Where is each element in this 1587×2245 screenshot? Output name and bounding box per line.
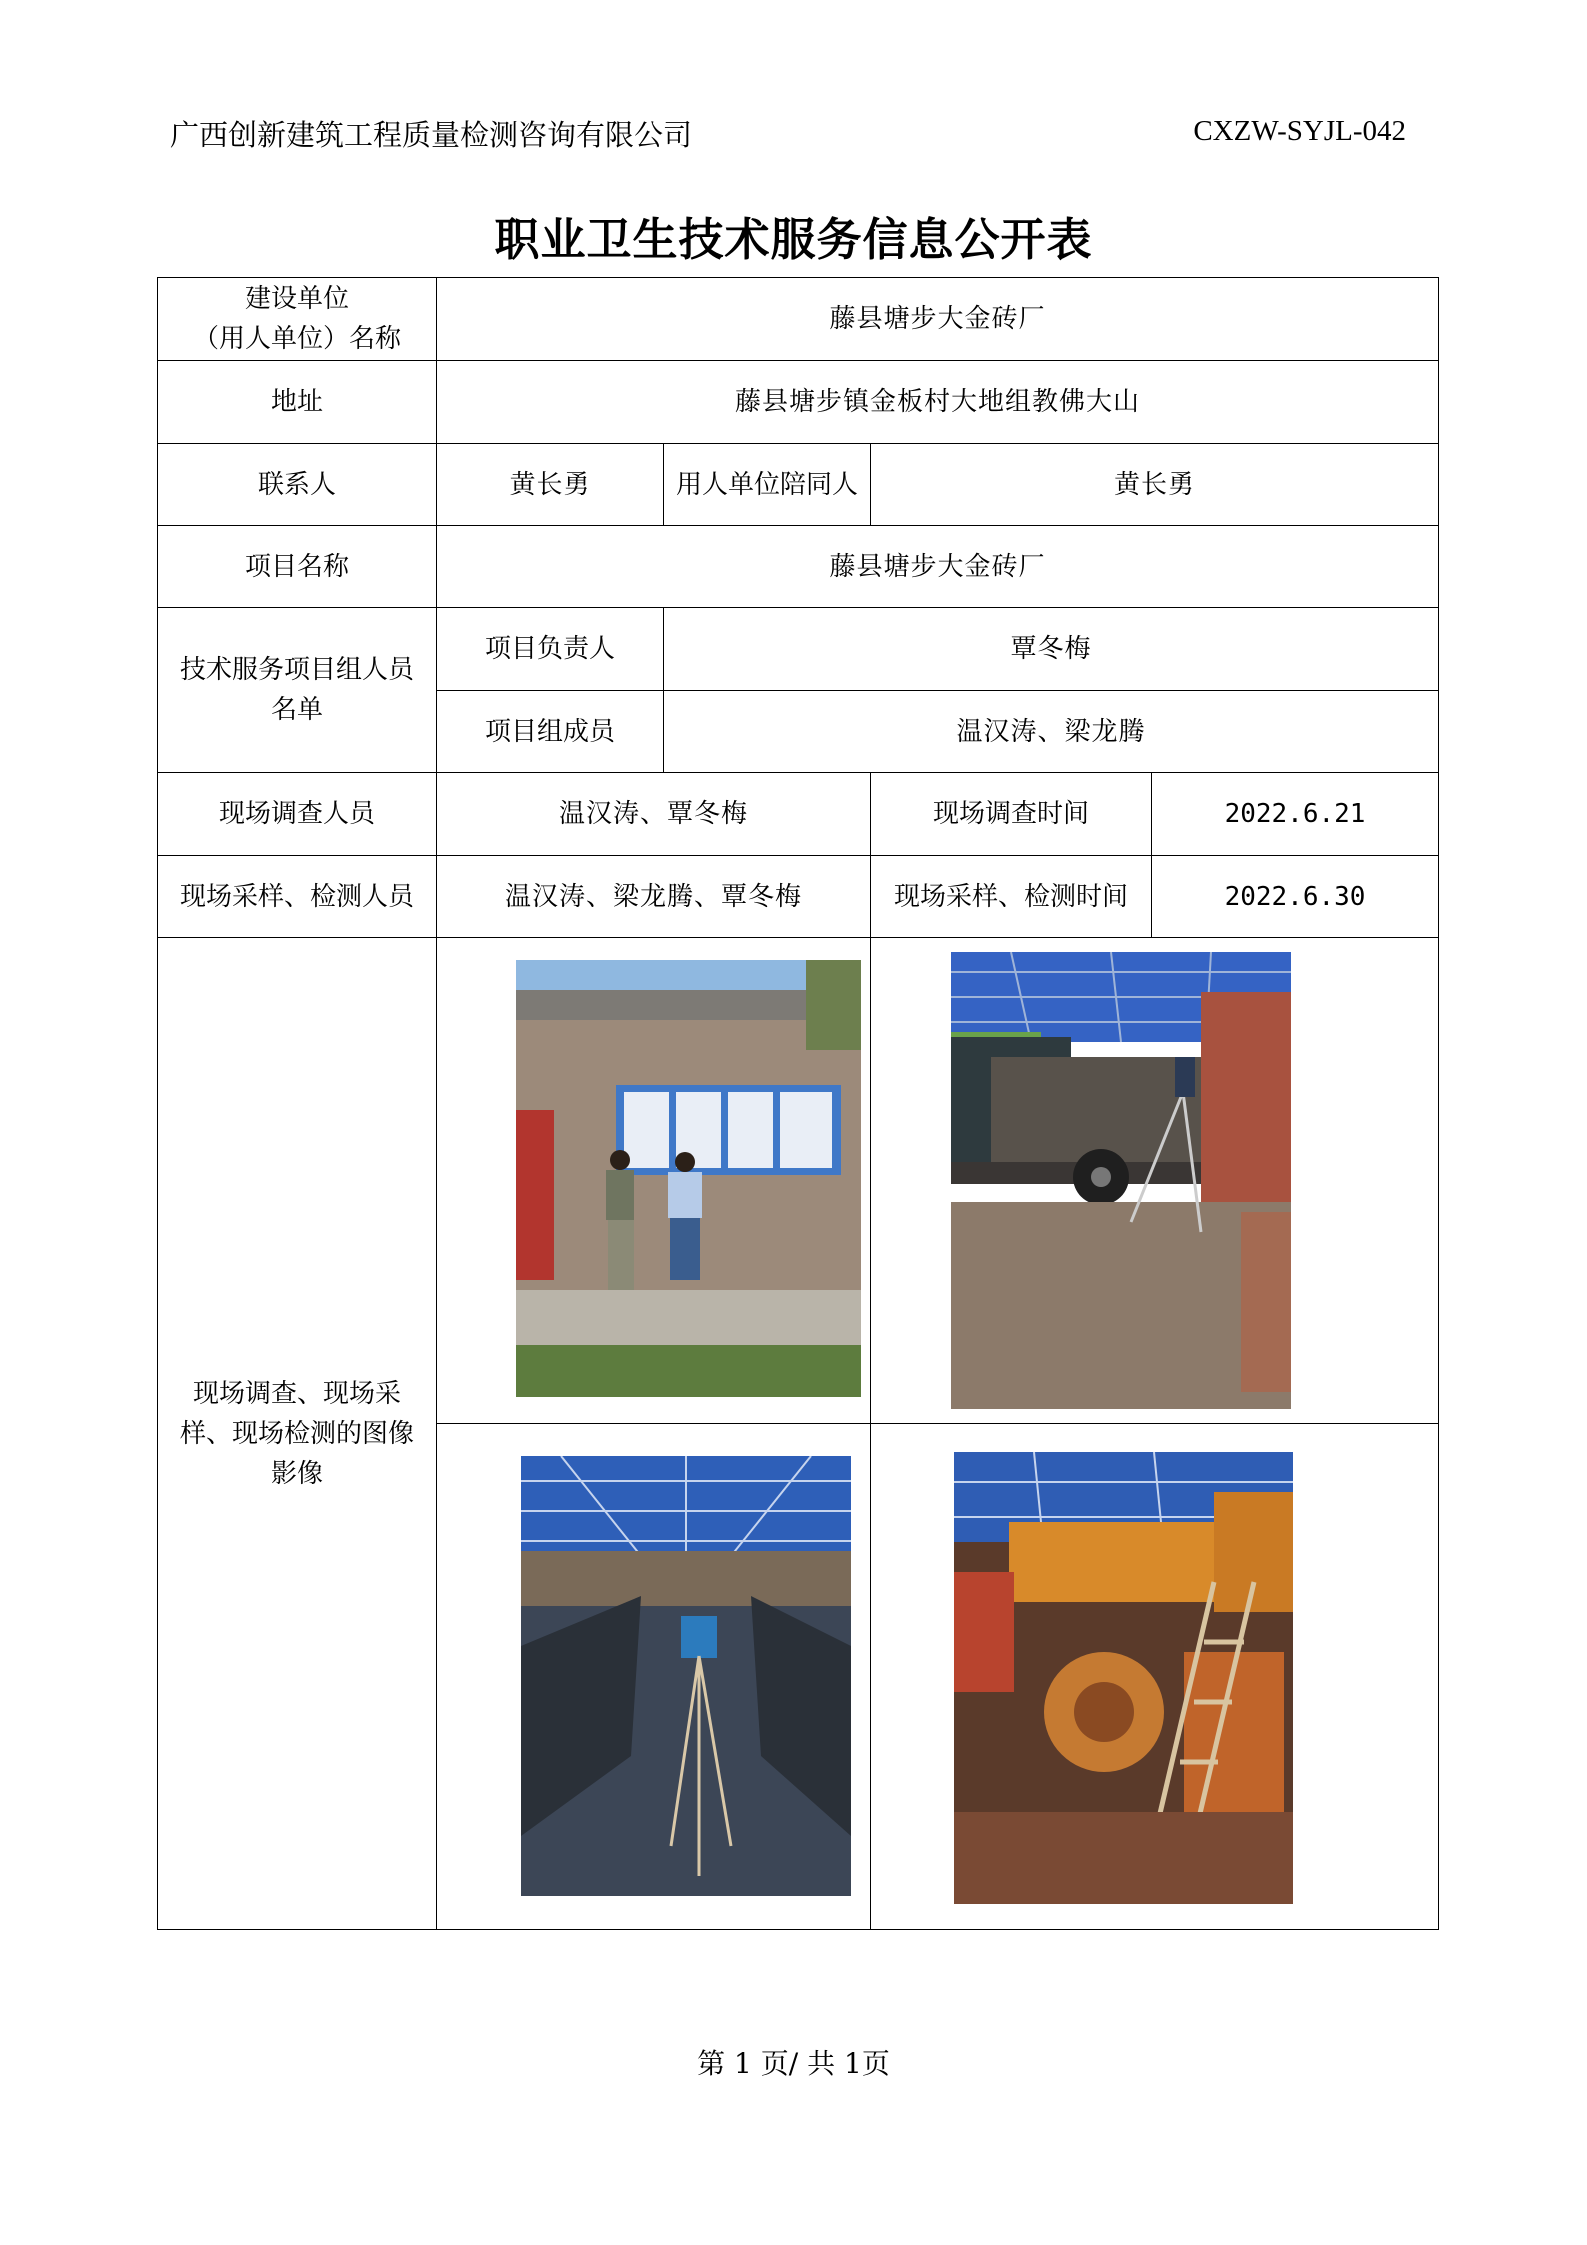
company-name: 广西创新建筑工程质量检测咨询有限公司 [170, 118, 693, 152]
photo-staff-at-noticeboard [516, 960, 861, 1397]
photo-cell-4 [871, 1424, 1439, 1930]
members-label: 项目组成员 [437, 691, 664, 773]
companion-label: 用人单位陪同人 [664, 444, 871, 526]
survey-staff-label: 现场调查人员 [158, 773, 437, 856]
survey-time-label: 现场调查时间 [871, 773, 1152, 856]
photo-cell-3 [437, 1424, 871, 1930]
project-value: 藤县塘步大金砖厂 [437, 526, 1439, 608]
employer-value: 藤县塘步大金砖厂 [437, 278, 1439, 361]
sampling-time-value: 2022.6.30 [1152, 856, 1439, 938]
contact-value: 黄长勇 [437, 444, 664, 526]
photo-truck-sampling [951, 952, 1291, 1409]
survey-time-value: 2022.6.21 [1152, 773, 1439, 856]
page-title: 职业卫生技术服务信息公开表 [494, 213, 1093, 266]
row-sampling [158, 856, 1439, 938]
employer-label: 建设单位 （用人单位）名称 [158, 278, 437, 361]
leader-label: 项目负责人 [437, 608, 664, 691]
sampling-staff-value: 温汉涛、梁龙腾、覃冬梅 [437, 856, 871, 938]
photo-cell-2 [871, 938, 1439, 1424]
team-label: 技术服务项目组人员名单 [158, 608, 437, 773]
document-code: CXZW-SYJL-042 [1193, 115, 1406, 147]
info-table [157, 277, 1439, 1930]
companion-value: 黄长勇 [871, 444, 1439, 526]
photo-brick-machine [954, 1452, 1293, 1904]
address-label: 地址 [158, 361, 437, 444]
row-survey [158, 773, 1439, 856]
row-contact [158, 444, 1439, 526]
leader-value: 覃冬梅 [664, 608, 1439, 691]
photo-cell-1 [437, 938, 871, 1424]
sampling-time-label: 现场采样、检测时间 [871, 856, 1152, 938]
photo-kiln-tripod [521, 1456, 851, 1896]
row-employer [158, 278, 1439, 361]
row-address [158, 361, 1439, 444]
project-label: 项目名称 [158, 526, 437, 608]
address-value: 藤县塘步镇金板村大地组教佛大山 [437, 361, 1439, 444]
survey-staff-value: 温汉涛、覃冬梅 [437, 773, 871, 856]
images-label: 现场调查、现场采样、现场检测的图像影像 [158, 938, 437, 1930]
row-project [158, 526, 1439, 608]
sampling-staff-label: 现场采样、检测人员 [158, 856, 437, 938]
page-footer: 第 1 页/ 共 1页 [697, 2047, 890, 2080]
contact-label: 联系人 [158, 444, 437, 526]
members-value: 温汉涛、梁龙腾 [664, 691, 1439, 773]
row-images-1 [158, 938, 1439, 1424]
row-leader [158, 608, 1439, 691]
